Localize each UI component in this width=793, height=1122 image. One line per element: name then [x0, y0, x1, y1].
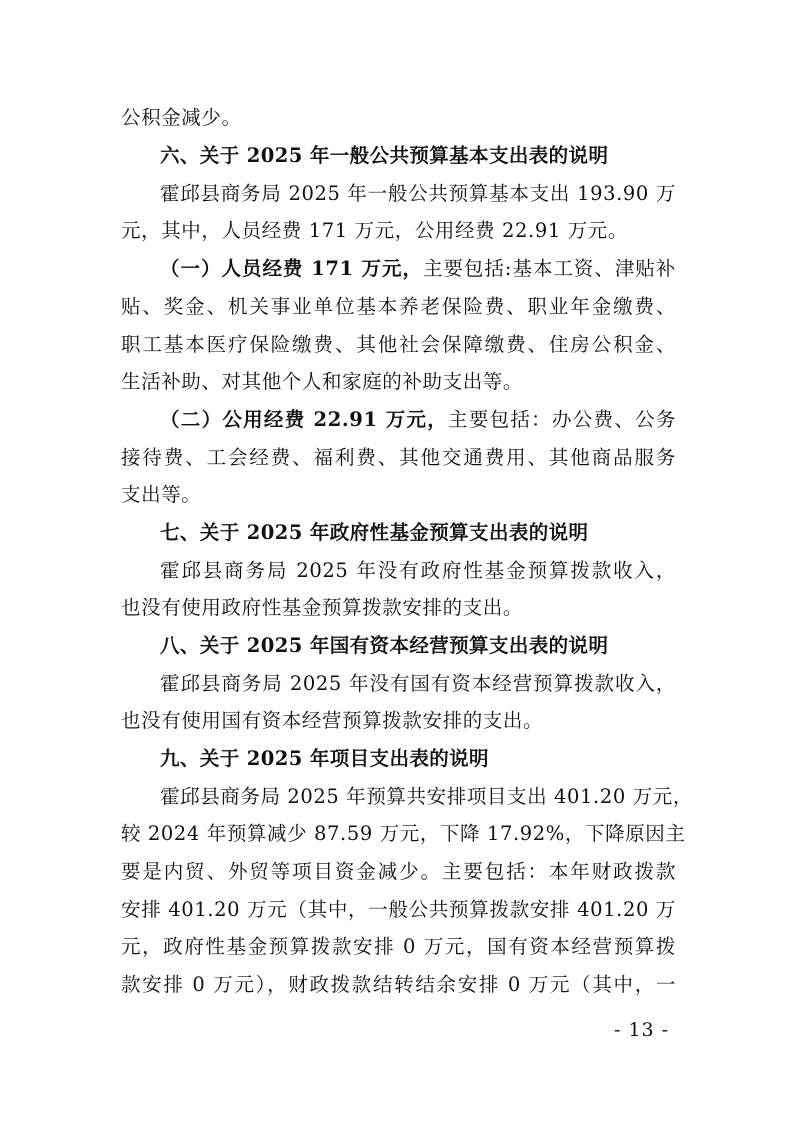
- paragraph-line: 较 2024 年预算减少 87.59 万元，下降 17.92%，下降原因主: [121, 822, 686, 845]
- page-number: - 13 -: [614, 1019, 670, 1041]
- public-funds-label: （二）公用经费 22.91 万元，: [160, 408, 449, 431]
- paragraph-line: 款安排 0 万元），财政拨款结转结余安排 0 万元（其中，一: [121, 973, 676, 996]
- paragraph-line: 霍邱县商务局 2025 年没有国有资本经营预算拨款收入，: [160, 672, 676, 695]
- paragraph-line: 接待费、工会经费、福利费、其他交通费用、其他商品服务: [121, 446, 676, 469]
- paragraph-line: 霍邱县商务局 2025 年预算共安排项目支出 401.20 万元，: [160, 785, 693, 808]
- paragraph-line: 公积金减少。: [121, 106, 242, 129]
- paragraph-line: 霍邱县商务局 2025 年一般公共预算基本支出 193.90 万: [160, 182, 676, 205]
- paragraph-line: 要是内贸、外贸等项目资金减少。主要包括：本年财政拨款: [121, 860, 676, 883]
- paragraph-line-personnel: [160, 255, 676, 283]
- paragraph-line: 霍邱县商务局 2025 年没有政府性基金预算拨款收入，: [160, 559, 676, 582]
- paragraph-line: 职工基本医疗保险缴费、其他社会保障缴费、住房公积金、: [121, 333, 676, 356]
- public-funds-items: 主要包括：办公费、公务: [448, 408, 676, 431]
- paragraph-line: 元，政府性基金预算拨款安排 0 万元，国有资本经营预算拨: [121, 935, 676, 958]
- paragraph-line: 贴、奖金、机关事业单位基本养老保险费、职业年金缴费、: [121, 295, 676, 318]
- section-heading-six: 六、关于 2025 年一般公共预算基本支出表的说明: [160, 144, 609, 167]
- paragraph-line: 元，其中，人员经费 171 万元，公用经费 22.91 万元。: [121, 219, 628, 242]
- personnel-funds-items: 主要包括:基本工资、津贴补: [422, 257, 676, 280]
- paragraph-line: 安排 401.20 万元（其中，一般公共预算拨款安排 401.20 万: [121, 898, 676, 921]
- section-heading-nine: 九、关于 2025 年项目支出表的说明: [160, 747, 489, 770]
- section-heading-eight: 八、关于 2025 年国有资本经营预算支出表的说明: [160, 634, 609, 657]
- paragraph-line: 支出等。: [121, 483, 202, 506]
- paragraph-line: 也没有使用国有资本经营预算拨款安排的支出。: [121, 709, 544, 732]
- paragraph-line-public: [160, 406, 676, 434]
- personnel-funds-label: （一）人员经费 171 万元，: [160, 257, 423, 280]
- paragraph-line: 生活补助、对其他个人和家庭的补助支出等。: [121, 370, 524, 393]
- paragraph-line: 也没有使用政府性基金预算拨款安排的支出。: [121, 596, 524, 619]
- section-heading-seven: 七、关于 2025 年政府性基金预算支出表的说明: [160, 521, 589, 544]
